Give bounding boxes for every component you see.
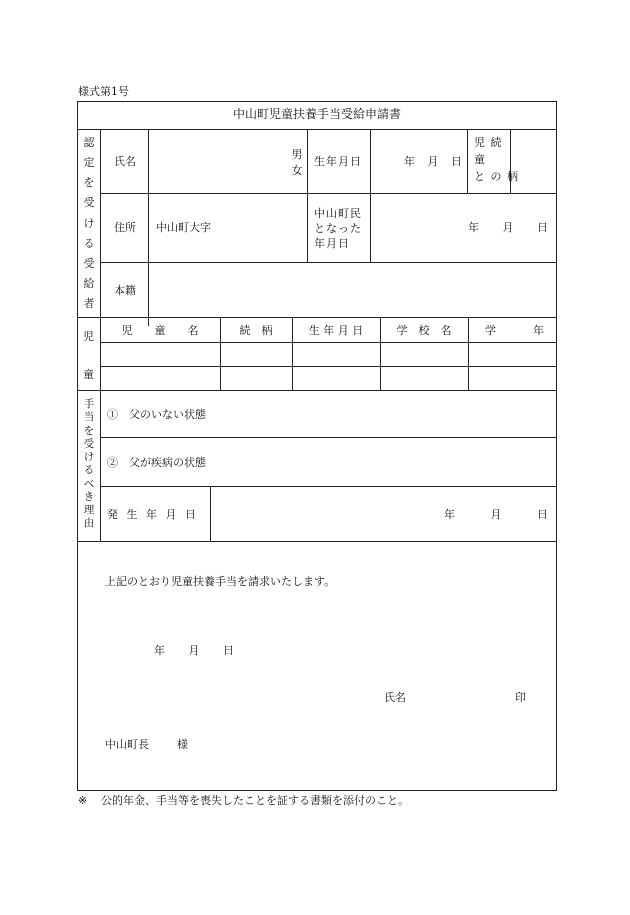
declaration-statement: 上記のとおり児童扶養手当を請求いたします。	[105, 575, 336, 588]
declaration-date-field[interactable]	[154, 645, 234, 656]
birthdate-label: 生年月日	[314, 155, 362, 168]
occurrence-year-unit: 年	[444, 508, 455, 521]
birthdate-day-unit: 日	[451, 155, 462, 168]
sex-option-female[interactable]: 女	[291, 163, 303, 177]
addressee-honorific: 様	[177, 738, 188, 751]
occurrence-date-field[interactable]	[444, 509, 548, 520]
footnote-text: 公的年金、手当等を喪失したことを証する書類を添付のこと。	[101, 794, 409, 807]
child-header-name: 児 童 名	[121, 324, 199, 337]
birthdate-month-unit: 月	[427, 155, 439, 168]
reason-option-1[interactable]: ① 父のいない状態	[107, 408, 206, 421]
declaration-name-label: 氏名	[384, 691, 406, 704]
child-side-char: 童	[83, 368, 94, 381]
resident-label-line: 年月日	[314, 236, 350, 250]
declaration-day-unit: 日	[223, 644, 234, 657]
resident-year-unit: 年	[468, 221, 479, 234]
declaration-year-unit: 年	[154, 644, 165, 657]
child-header-grade-suffix: 年	[533, 324, 544, 337]
child-row[interactable]	[101, 343, 556, 365]
sex-field[interactable]	[290, 147, 304, 179]
reason-side-char: き	[83, 490, 95, 503]
recipient-side-char: 受	[83, 256, 95, 270]
form-title: 中山町児童扶養手当受給申請書	[232, 107, 401, 121]
recipient-side-char: 給	[83, 276, 95, 290]
reason-side-char: を	[83, 424, 95, 437]
declaration-name-field[interactable]	[410, 688, 510, 706]
address-value[interactable]: 中山町大字	[156, 221, 211, 234]
reason-side-char: 由	[83, 517, 95, 530]
reason-side-char: け	[83, 451, 95, 464]
declaration-month-unit: 月	[188, 644, 200, 657]
child-header-grade: 学	[485, 324, 496, 337]
reason-side-char: 当	[83, 411, 95, 424]
reason-side-char: 受	[83, 437, 95, 450]
recipient-side-char: を	[83, 176, 95, 190]
resident-day-unit: 日	[537, 221, 548, 234]
recipient-side-char: 者	[83, 297, 95, 310]
form-number: 様式第1号	[78, 85, 129, 98]
recipient-side-char: 受	[83, 196, 95, 210]
address-label: 住所	[114, 221, 136, 234]
resident-month-unit: 月	[502, 221, 514, 234]
honseki-field[interactable]	[149, 263, 555, 316]
child-header-relation: 続 柄	[239, 324, 273, 337]
occurrence-month-unit: 月	[490, 508, 502, 521]
resident-label-line: となった	[314, 221, 362, 235]
relation-label-line: 児 続	[474, 136, 503, 149]
recipient-side-char: 定	[83, 156, 95, 170]
relation-label-line: と の 柄	[474, 170, 519, 184]
occurrence-date-label: 発 生 年 月 日	[107, 508, 197, 521]
child-header-school: 学 校 名	[396, 324, 452, 337]
reason-option-2[interactable]: ② 父が疾病の状態	[107, 456, 206, 469]
recipient-side-char: 認	[83, 136, 95, 149]
reason-side-label	[80, 399, 98, 529]
relation-label	[474, 134, 519, 185]
sex-option-male[interactable]: 男	[291, 148, 303, 161]
footnote-mark: ※	[78, 794, 88, 807]
seal-label: 印	[515, 691, 526, 704]
occurrence-day-unit: 日	[537, 508, 548, 521]
name-label: 氏名	[114, 155, 136, 168]
birthdate-field[interactable]	[404, 156, 462, 167]
resident-label	[314, 207, 362, 252]
reason-side-char: べ	[83, 477, 95, 490]
birthdate-year-unit: 年	[404, 155, 415, 168]
recipient-side-char: る	[83, 236, 95, 250]
child-header-birthdate: 生 年 月 日	[308, 324, 364, 337]
addressee: 中山町長	[105, 738, 149, 751]
reason-side-char: 理	[83, 504, 95, 517]
resident-date-field[interactable]	[468, 222, 548, 233]
honseki-label: 本籍	[114, 284, 136, 297]
child-side-char: 児	[83, 330, 94, 343]
recipient-side-label	[80, 137, 98, 309]
reason-side-char: る	[83, 464, 95, 477]
child-row[interactable]	[101, 367, 556, 389]
relation-label-line: 童	[474, 153, 486, 167]
reason-side-char: 手	[83, 398, 95, 410]
recipient-side-char: け	[83, 216, 95, 230]
resident-label-line: 中山町民	[314, 207, 362, 220]
